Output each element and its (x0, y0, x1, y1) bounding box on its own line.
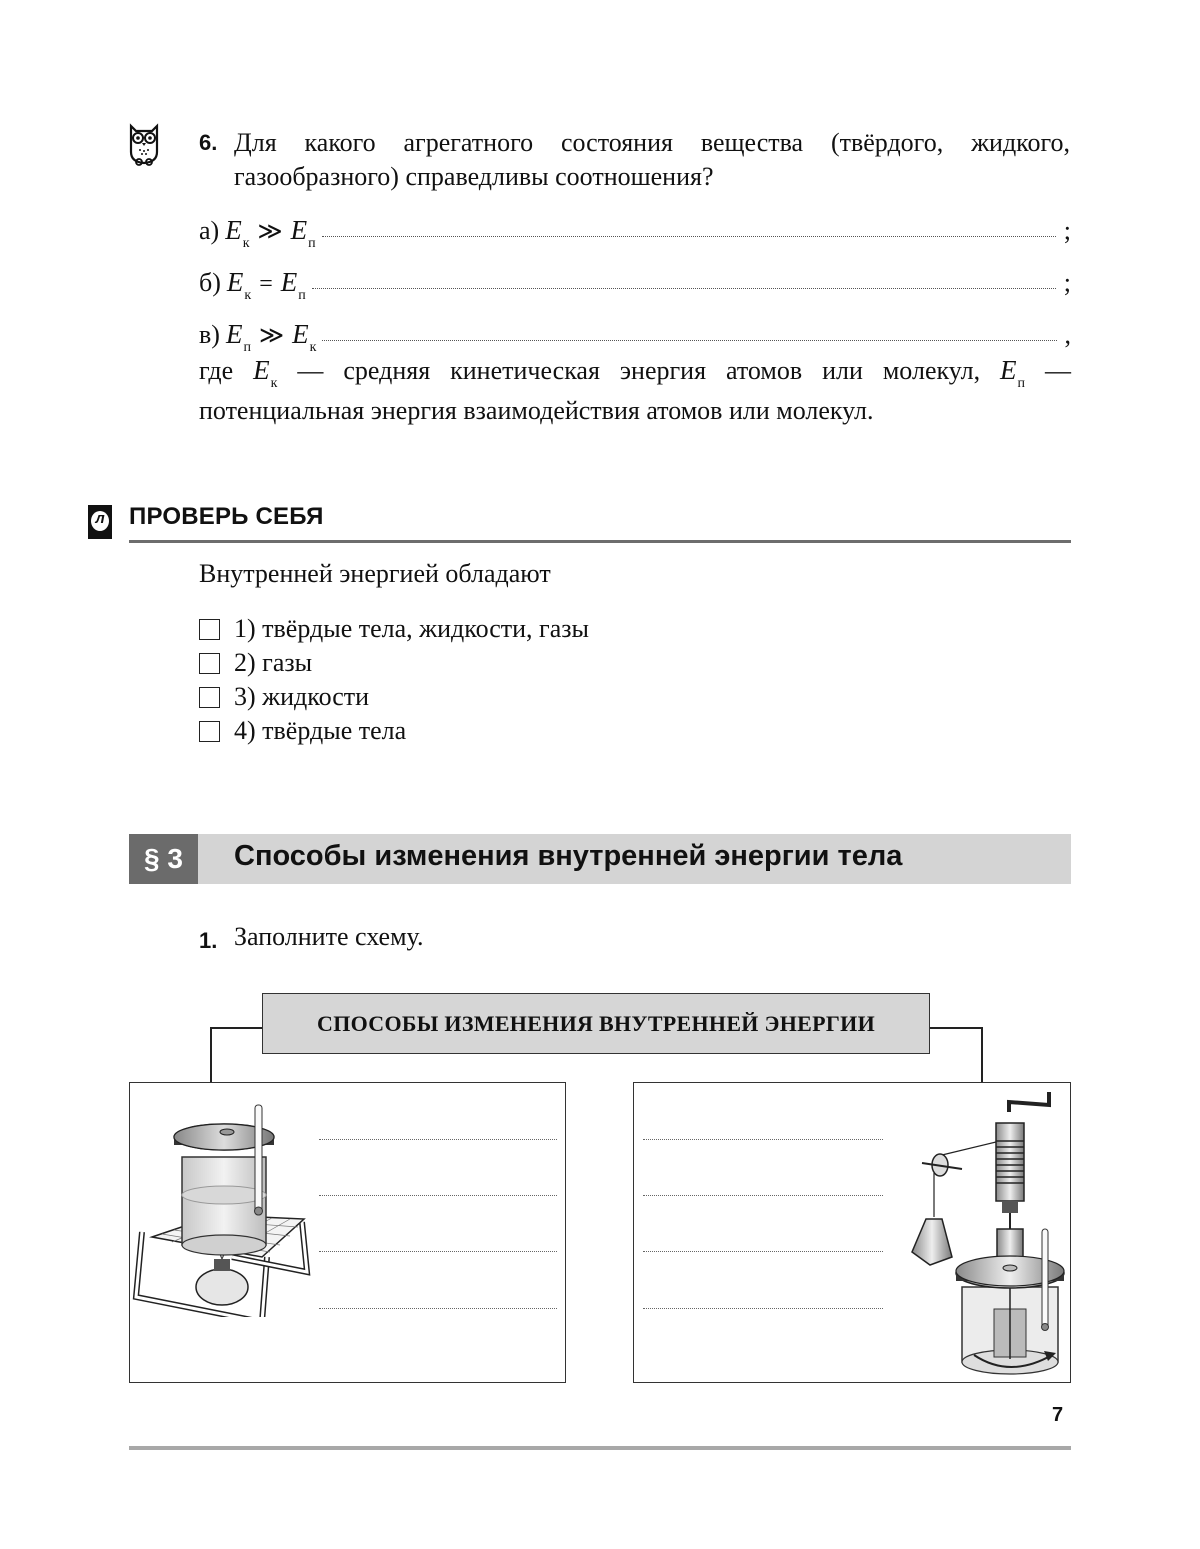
answer-line[interactable] (322, 236, 1056, 237)
relation-operator: = (259, 271, 273, 297)
option-3[interactable]: 3) жидкости (199, 680, 589, 714)
answer-line[interactable] (319, 1251, 557, 1252)
page-number: 7 (1052, 1404, 1064, 1426)
energy-symbol: $E_к$ (226, 267, 252, 303)
answer-line[interactable] (643, 1308, 883, 1309)
relation-row-a (199, 210, 1071, 251)
check-title: ПРОВЕРЬ СЕБЯ (129, 503, 324, 530)
check-options (199, 612, 589, 748)
task-number: 6. (199, 130, 218, 155)
connector-line (210, 1027, 262, 1029)
energy-symbol: $E_п$ (280, 267, 306, 303)
check-badge-icon: л (88, 505, 112, 539)
checkbox[interactable] (199, 721, 220, 742)
check-question: Внутренней энергией обладают (199, 559, 551, 588)
owl-icon (127, 122, 161, 166)
task-question: Для какого агрегатного состояния вещества (твёрдого, жидкого, газообразного) справедливы соотношения? (234, 128, 1070, 191)
checkbox[interactable] (199, 619, 220, 640)
work-apparatus-illustration (904, 1087, 1069, 1379)
task-text: Заполните схему. (234, 922, 424, 951)
energy-symbol: $E_п$ (225, 319, 251, 355)
punctuation: ; (1063, 268, 1071, 297)
answer-line[interactable] (643, 1139, 883, 1140)
relation-operator: ≫ (258, 323, 285, 349)
option-2[interactable]: 2) газы (199, 646, 589, 680)
answer-line[interactable] (319, 1308, 557, 1309)
relation-label: а) (199, 216, 220, 245)
scheme-title: СПОСОБЫ ИЗМЕНЕНИЯ ВНУТРЕННЕЙ ЭНЕРГИИ (262, 993, 930, 1054)
connector-line (210, 1027, 212, 1083)
relation-label: б) (199, 268, 221, 297)
footer-divider (129, 1446, 1071, 1450)
connector-line (930, 1027, 983, 1029)
punctuation: ; (1063, 216, 1071, 245)
energy-symbol: $E_к$ (225, 215, 250, 251)
relation-label: в) (199, 320, 220, 349)
divider (129, 540, 1071, 543)
heating-apparatus-illustration (132, 1097, 317, 1317)
scheme-card-heat-transfer (129, 1082, 566, 1383)
section-number: § 3 (129, 834, 198, 884)
option-4[interactable]: 4) твёрдые тела (199, 714, 589, 748)
relation-row-c (199, 314, 1071, 355)
answer-line[interactable] (322, 340, 1056, 341)
energy-symbol: $E_к$ (292, 319, 317, 355)
answer-line[interactable] (643, 1195, 883, 1196)
punctuation: , (1064, 320, 1071, 349)
relation-row-b (199, 262, 1071, 303)
answer-line[interactable] (319, 1139, 557, 1140)
energy-symbol: $E_п$ (290, 215, 316, 251)
checkbox[interactable] (199, 653, 220, 674)
section-title: Способы изменения внутренней энергии тела (234, 840, 903, 872)
explanation: где $E_к$ — средняя кинетическая энергия атомов или молекул, $E_п$ — потенциальная энергия взаимодействия атомов или молекул. (199, 355, 1072, 425)
task-number: 1. (199, 928, 218, 953)
answer-line[interactable] (312, 288, 1056, 289)
option-1[interactable]: 1) твёрдые тела, жидкости, газы (199, 612, 589, 646)
scheme-card-work (633, 1082, 1071, 1383)
relation-operator: ≫ (257, 219, 283, 245)
answer-line[interactable] (643, 1251, 883, 1252)
answer-line[interactable] (319, 1195, 557, 1196)
checkbox[interactable] (199, 687, 220, 708)
connector-line (981, 1027, 983, 1083)
